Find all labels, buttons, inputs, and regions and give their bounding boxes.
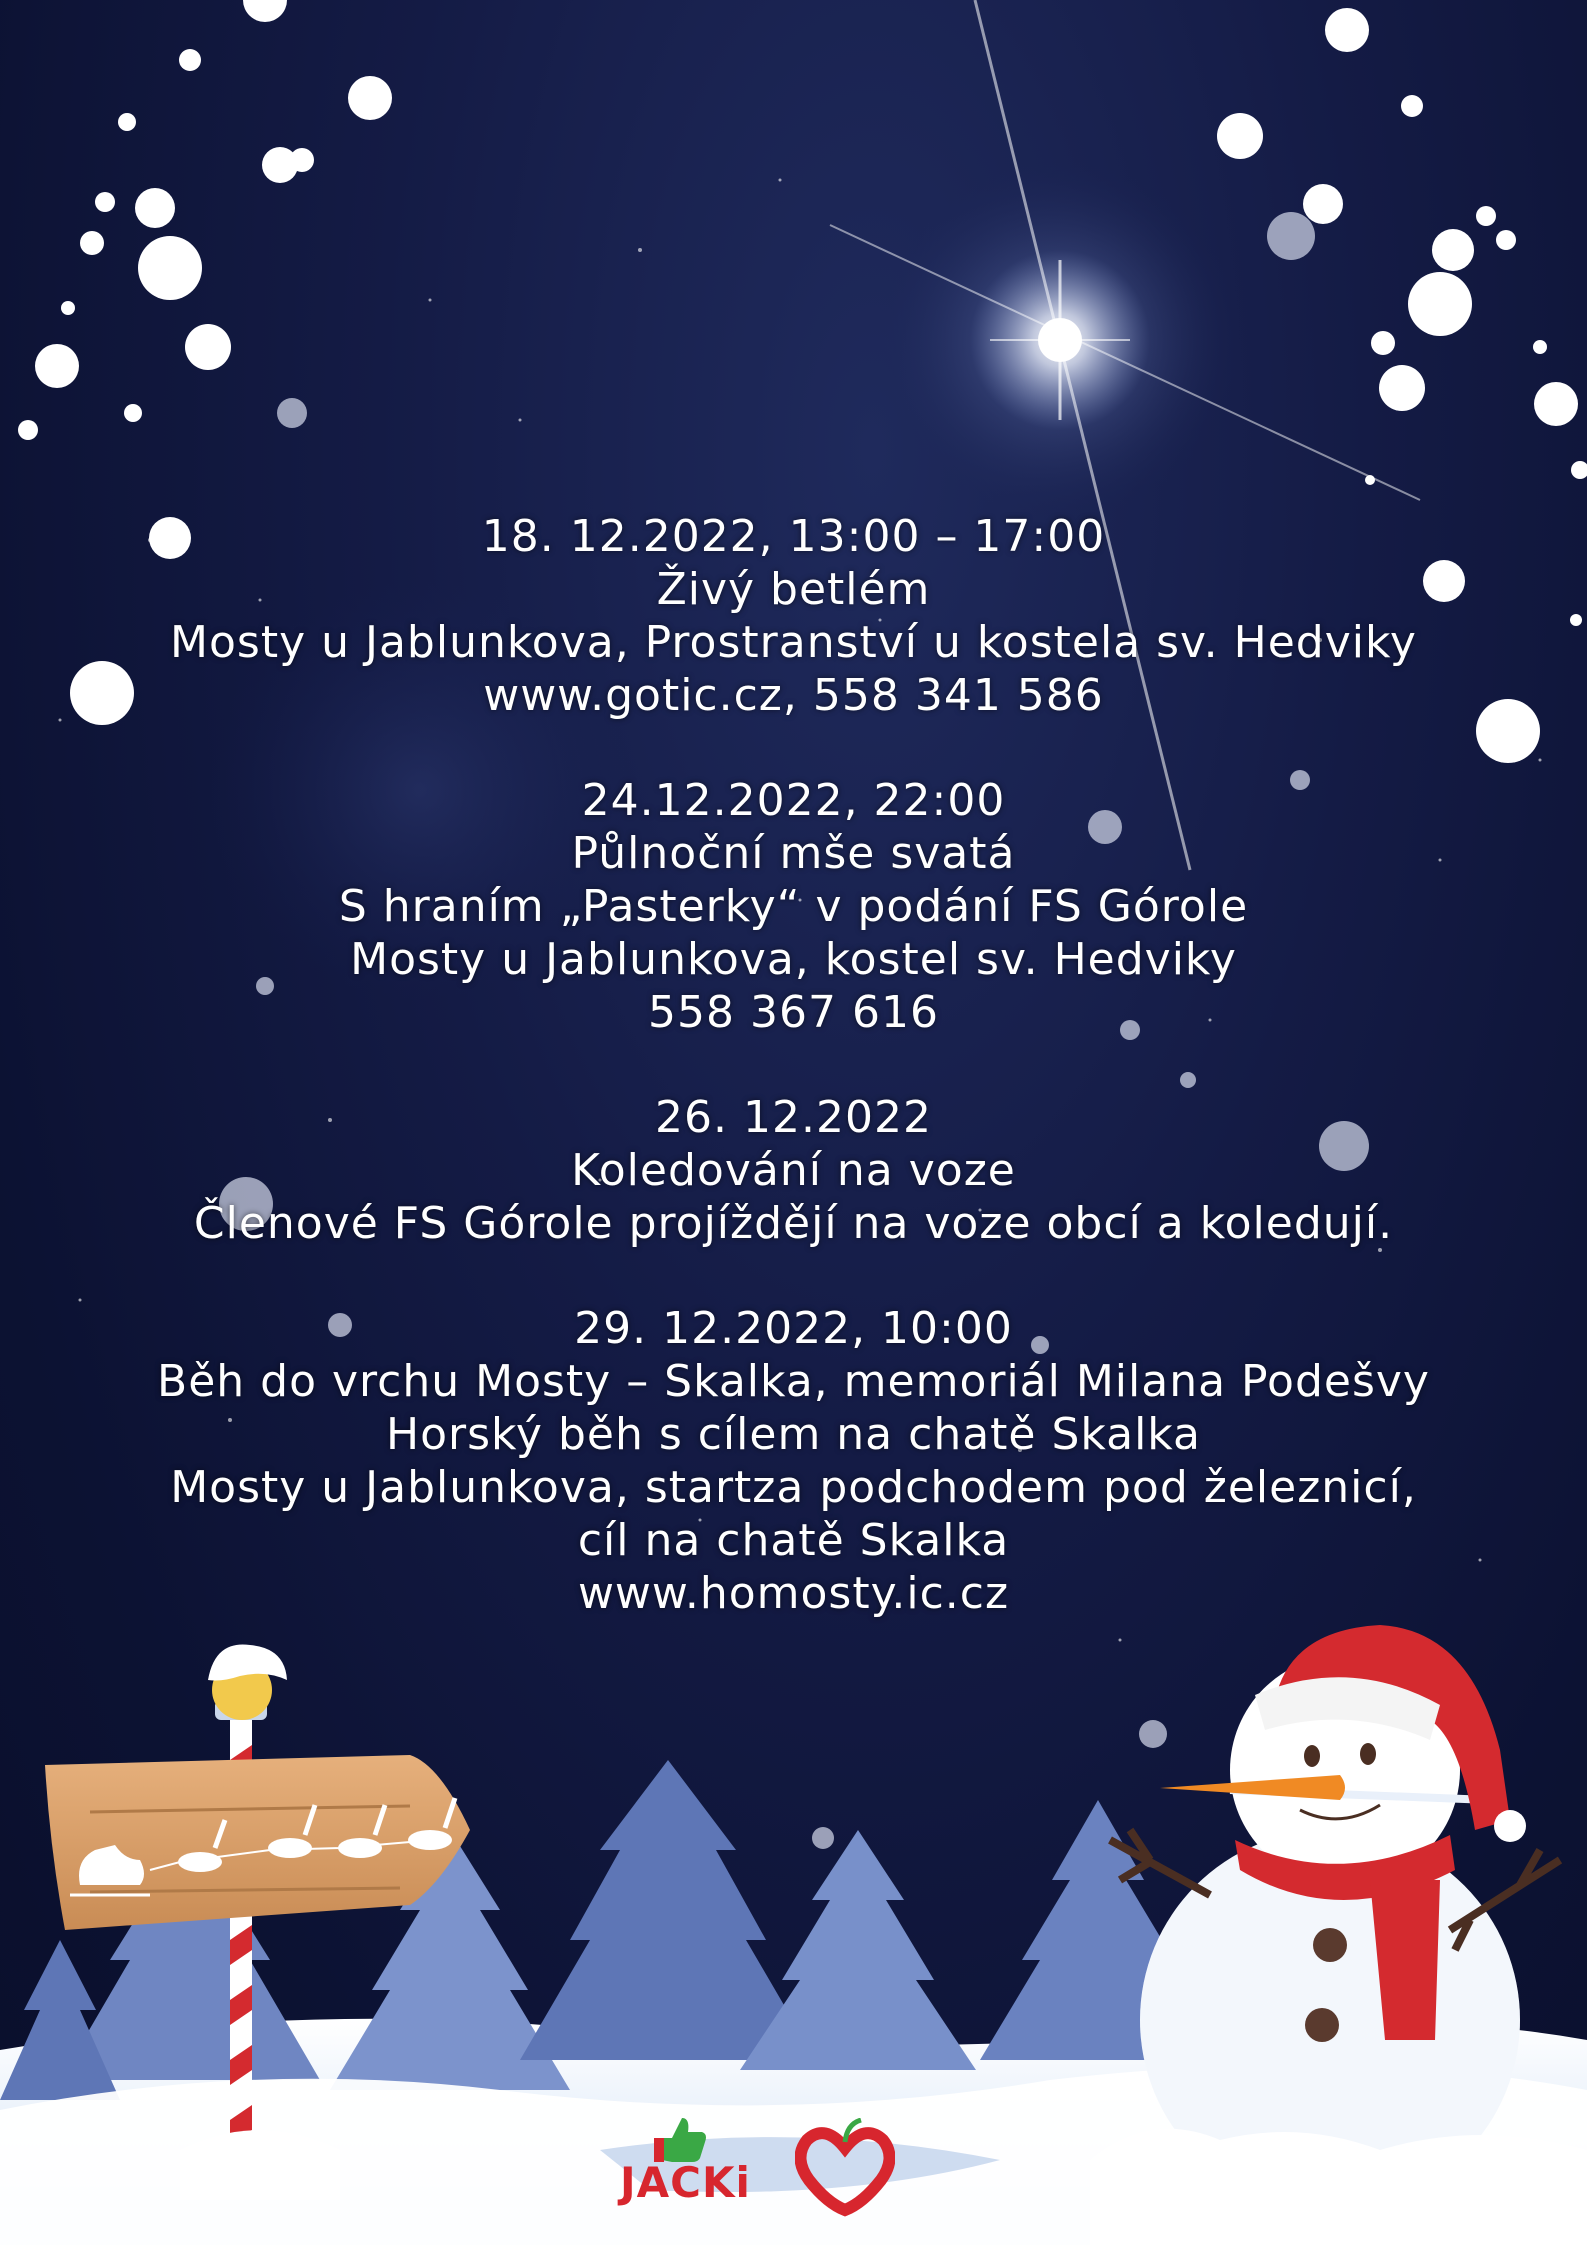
event-contact: 558 367 616 bbox=[648, 987, 939, 1038]
event-description: Horský běh s cílem na chatě Skalka bbox=[386, 1409, 1201, 1460]
event-website: www.homosty.ic.cz bbox=[577, 1568, 1010, 1619]
event-title: Půlnoční mše svatá bbox=[571, 828, 1016, 879]
event-date: 24.12.2022, 22:00 bbox=[581, 775, 1006, 826]
event-location: Mosty u Jablunkova, Prostranství u kostela sv. Hedviky bbox=[170, 617, 1417, 668]
event-date: 29. 12.2022, 10:00 bbox=[574, 1303, 1013, 1354]
event-contact: www.gotic.cz, 558 341 586 bbox=[483, 670, 1104, 721]
event-title: Běh do vrchu Mosty – Skalka, memoriál Milana Podešvy bbox=[157, 1356, 1430, 1407]
event-location: Mosty u Jablunkova, kostel sv. Hedviky bbox=[350, 934, 1237, 985]
event-location: Mosty u Jablunkova, startza podchodem pod železnicí, bbox=[170, 1462, 1417, 1513]
event-block-1 bbox=[0, 510, 1587, 722]
event-location-finish: cíl na chatě Skalka bbox=[577, 1515, 1010, 1566]
event-description: Členové FS Górole projíždějí na voze obcí a koledují. bbox=[193, 1198, 1394, 1249]
event-block-4 bbox=[0, 1302, 1587, 1620]
jacki-logo bbox=[620, 2110, 920, 2220]
event-description: S hraním „Pasterky“ v podání FS Górole bbox=[338, 881, 1249, 932]
event-date: 18. 12.2022, 13:00 – 17:00 bbox=[481, 511, 1106, 562]
heart-apple-icon bbox=[795, 2118, 895, 2218]
event-title: Koledování na voze bbox=[571, 1145, 1016, 1196]
event-title: Živý betlém bbox=[656, 564, 931, 615]
event-block-2 bbox=[0, 774, 1587, 1039]
event-list bbox=[0, 510, 1587, 1672]
logo-text: JACKi bbox=[620, 2158, 751, 2207]
event-block-3 bbox=[0, 1091, 1587, 1250]
event-date: 26. 12.2022 bbox=[655, 1092, 932, 1143]
